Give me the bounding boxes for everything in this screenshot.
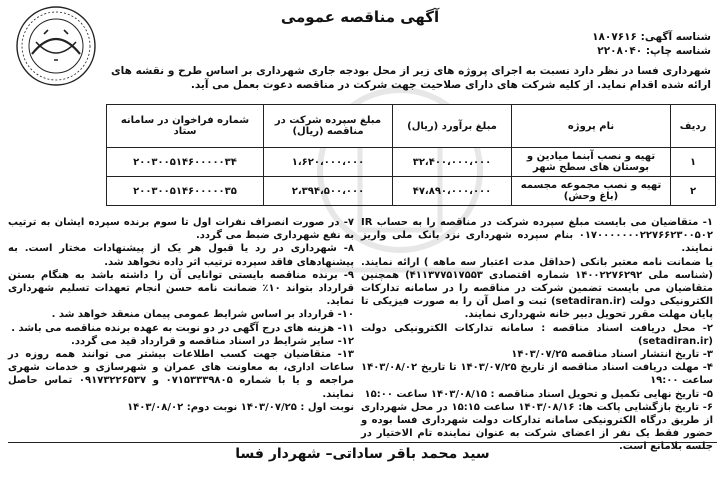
intro-paragraph: شهرداری فسا در نظر دارد نسبت به اجرای پروژه های زیر از محل بودجه جاری شهرداری بر اساس طرح و نقشه های ارائه شده اقدام نماید. از کلیه شرکت های دارای صلاحیت جهت شرکت در مناقصه دعوت بعمل می آید.	[111, 65, 711, 91]
cell-project: تهیه و نصب مجموعه مجسمه (باغ وحش)	[512, 177, 671, 206]
print-id: شناسه چاپ: ۲۲۰۸۰۴۰	[597, 45, 711, 57]
condition-item: ۵- تاریخ نهایی تکمیل و تحویل اسناد مناقصه : ۱۴۰۳/۰۸/۱۵ ساعت ۱۵:۰۰	[364, 388, 713, 400]
cell-estimate: ۴۷،۸۹۰،۰۰۰،۰۰۰	[393, 177, 512, 206]
condition-item: ۸- شهرداری در رد یا قبول هر یک از پیشنهادات مختار است. به پیشنهادهای فاقد سپرده ترتیب اثر داده نخواهد شد.	[8, 243, 354, 268]
footer-divider	[8, 442, 717, 443]
table-header-row	[107, 105, 716, 148]
condition-item: ۶- تاریخ بازگشایی پاکت ها: ۱۴۰۳/۰۸/۱۶ ساعت ۱۵:۱۵ در محل شهرداری از طریق درگاه الکترونیکی سامانه تدارکات دولت شهرداری فسا بوده و حضور فقط یک نفر از اعضای شرکت به عنوان نماینده تام الاختیار در جلسه بلامانع است.	[361, 401, 714, 453]
cell-call-number: ۲۰۰۳۰۰۵۱۴۶۰۰۰۰۰۳۵	[107, 177, 264, 206]
publication-dates: نوبت اول : ۱۴۰۳/۰۷/۲۵ نوبت دوم: ۱۴۰۳/۰۸/۰۲	[127, 401, 354, 413]
municipality-seal-icon	[14, 4, 98, 88]
condition-item: یا ضمانت نامه معتبر بانکی (حداقل مدت اعتبار سه ماهه ) ارائه نمایند. (شناسه ملی ۱۴۰۰۲۲۷۶۲۹۲ شماره اقتصادی ۴۱۱۳۷۷۵۱۷۵۵۳) همچنین متقاضیان می بایست تضمین شرکت در مناقصه را در سامانه تدارکات الکترونیکی دولت (setadiran.ir) ثبت و اصل آن را به صورت فیزیکی تا پایان مهلت مقرر تحویل دبیر خانه شهرداری نمایند.	[361, 256, 713, 321]
notice-title: آگهی مناقصه عمومی	[280, 8, 440, 26]
cell-row: ۲	[671, 177, 716, 206]
cell-deposit: ۲،۳۹۴،۵۰۰،۰۰۰	[264, 177, 393, 206]
col-row: ردیف	[671, 105, 716, 148]
table-row	[107, 177, 716, 206]
projects-table	[106, 104, 716, 206]
conditions-left-column	[8, 216, 354, 414]
condition-item: ۱۱- هزینه های درج آگهی در دو نوبت به عهده برنده مناقصه می باشد .	[11, 322, 354, 334]
notice-id: شناسه آگهی: ۱۸۰۷۶۱۶	[592, 31, 711, 43]
condition-item: ۱۲- سایر شرایط در اسناد مناقصه و قرارداد قید می گردد.	[71, 335, 354, 347]
condition-item: ۱۰- قرارداد بر اساس شرایط عمومی پیمان منعقد خواهد شد .	[51, 309, 354, 321]
table-row	[107, 148, 716, 177]
condition-item: ۱۳- متقاضیان جهت کسب اطلاعات بیشتر می توانند همه روزه در ساعات اداری، به معاونت های عمران و شهرسازی و خدمات شهری مراجعه و یا با شماره ۰۷۱۵۳۳۳۹۸۰۵ و ۰۹۱۷۳۲۲۶۵۳۷ تماس حاصل نمایند.	[8, 349, 354, 400]
notice-meta	[592, 30, 711, 58]
col-project: نام پروژه	[512, 105, 671, 148]
condition-item: ۲- محل دریافت اسناد مناقصه : سامانه تدارکات الکترونیکی دولت (setadiran.ir)	[361, 322, 713, 347]
col-deposit: مبلغ سپرده شرکت در مناقصه (ریال)	[264, 105, 393, 148]
condition-item: ۷- در صورت انصراف نفرات اول تا سوم برنده سپرده ایشان به ترتیب به نفع شهرداری ضبط می گردد.	[8, 217, 354, 242]
conditions-right-column	[361, 216, 713, 454]
condition-item: ۹- برنده مناقصه بایستی توانایی آن را داشته باشد به هنگام بستن قرارداد بتواند ۱۰٪ ضمانت نامه حسن انجام تعهدات تسلیم شهرداری نماید.	[8, 269, 354, 308]
cell-row: ۱	[671, 148, 716, 177]
cell-estimate: ۳۲،۴۰۰،۰۰۰،۰۰۰	[393, 148, 512, 177]
col-estimate: مبلغ برآورد (ریال)	[393, 105, 512, 148]
condition-item: ۴- مهلت دریافت اسناد مناقصه از تاریخ ۱۴۰۳/۰۷/۲۵ تا تاریخ ۱۴۰۳/۰۸/۰۲ ساعت ۱۹:۰۰	[361, 362, 713, 387]
condition-item: ۳- تاریخ انتشار اسناد مناقصه ۱۴۰۳/۰۷/۲۵	[511, 349, 713, 361]
cell-call-number: ۲۰۰۳۰۰۵۱۴۶۰۰۰۰۰۳۴	[107, 148, 264, 177]
mayor-signature: سید محمد باقر ساداتی– شهردار فسا	[235, 446, 490, 462]
cell-deposit: ۱،۶۲۰،۰۰۰،۰۰۰	[264, 148, 393, 177]
col-call-number: شماره فراخوان در سامانه ستاد	[107, 105, 264, 148]
condition-item: ۱- متقاضیان می بایست مبلغ سپرده شرکت در مناقصه را به حساب IR ۰۱۷۰۰۰۰۰۰۰۲۲۷۶۶۲۳۰۰۵۰۲ بنام سپرده شهرداری نزد بانک ملی واریز نمایند.	[361, 217, 713, 255]
cell-project: تهیه و نصب آبنما میادین و بوستان های سطح شهر	[512, 148, 671, 177]
